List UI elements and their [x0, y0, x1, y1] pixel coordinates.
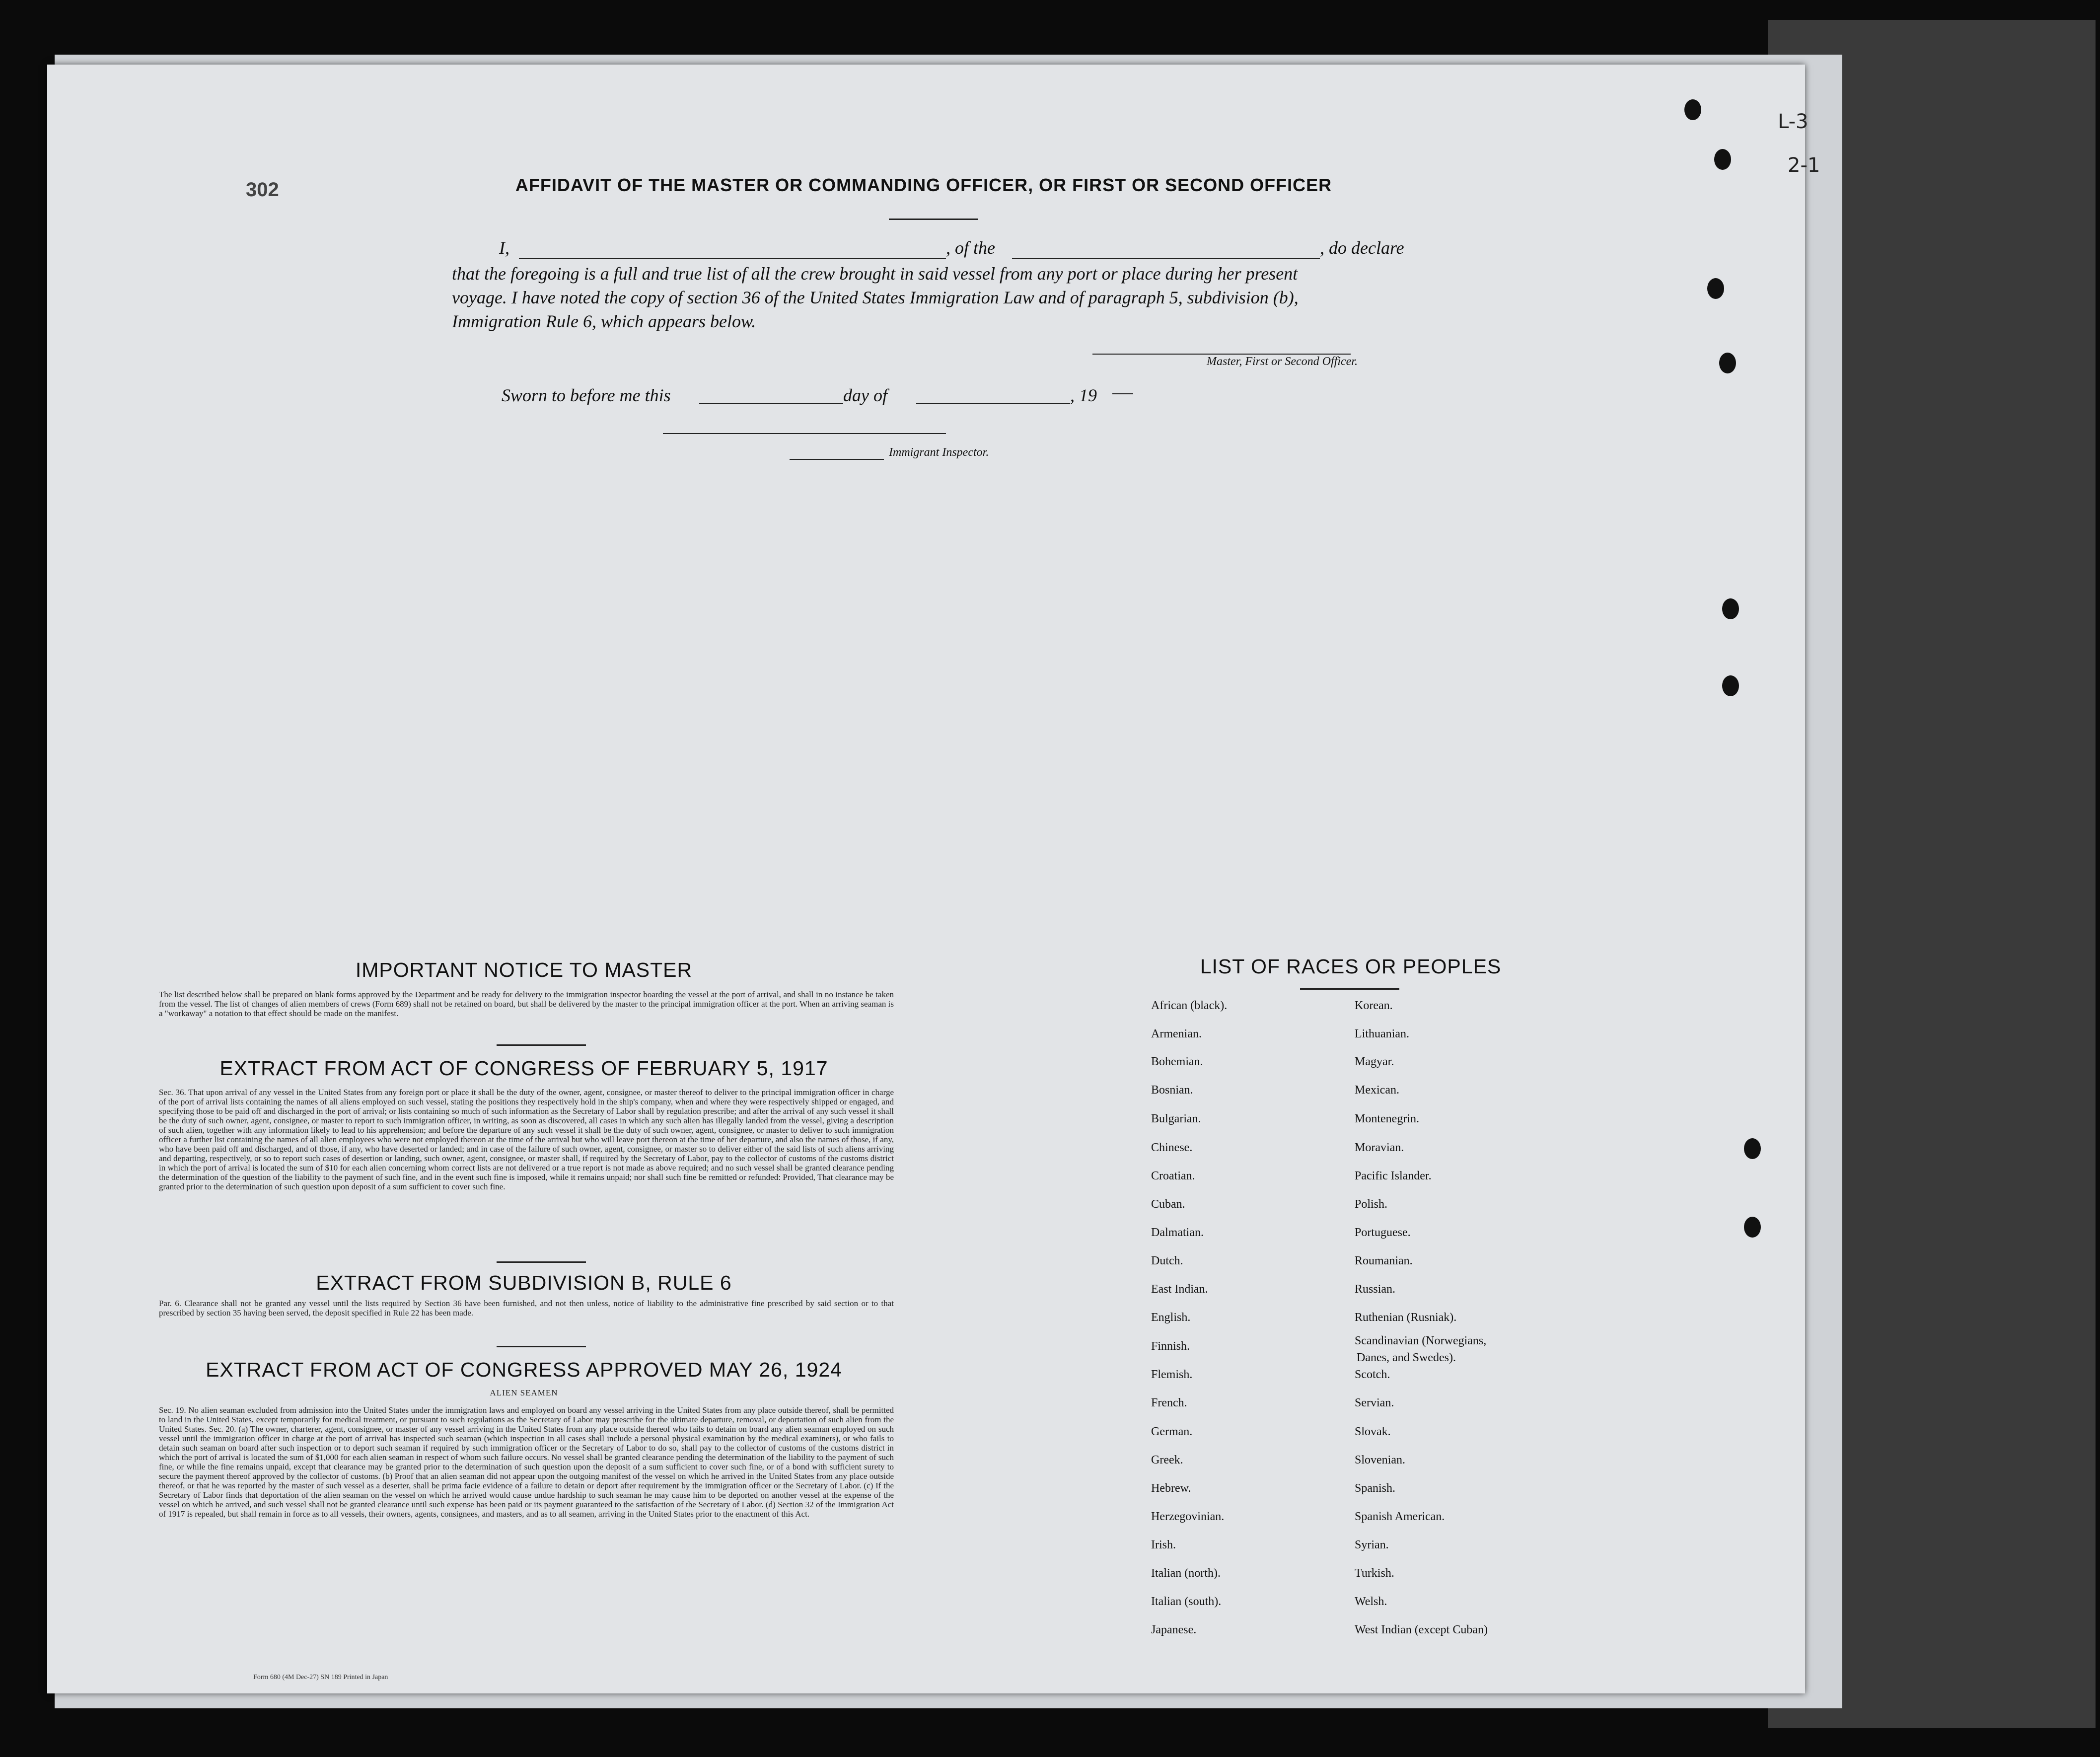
- race-item: Polish.: [1355, 1198, 1388, 1211]
- section-rule: [497, 1346, 586, 1347]
- race-item: Montenegrin.: [1355, 1112, 1419, 1125]
- race-item: Pacific Islander.: [1355, 1170, 1432, 1182]
- race-item: Greek.: [1151, 1454, 1183, 1466]
- handwritten-mark: 2-1: [1788, 154, 1820, 177]
- races-title: LIST OF RACES OR PEOPLES: [1200, 955, 1502, 978]
- race-item: Flemish.: [1151, 1368, 1193, 1381]
- race-item: Hebrew.: [1151, 1482, 1191, 1495]
- race-item: Bohemian.: [1151, 1055, 1203, 1068]
- punch-hole: [1722, 675, 1739, 696]
- affidavit-line3: voyage. I have noted the copy of section 36 of the United States Immigration Law and of paragraph 5, subdivision (b),: [452, 288, 1299, 307]
- sworn-text-mid: day of: [843, 385, 887, 405]
- punch-hole: [1744, 1217, 1761, 1238]
- race-item: East Indian.: [1151, 1283, 1208, 1296]
- race-item: Japanese.: [1151, 1623, 1197, 1636]
- vessel-blank: [1012, 258, 1320, 259]
- sworn-year-blank: [1112, 393, 1133, 394]
- race-item: Italian (north).: [1151, 1567, 1221, 1580]
- master-signature-line: [1092, 354, 1351, 355]
- stamp-number: 302: [246, 179, 279, 201]
- race-item: Scotch.: [1355, 1368, 1390, 1381]
- handwritten-mark: L-3: [1778, 110, 1809, 133]
- punch-hole: [1744, 1138, 1761, 1159]
- race-item: Dalmatian.: [1151, 1226, 1204, 1239]
- race-item: French.: [1151, 1396, 1187, 1409]
- section-rule: [497, 1044, 586, 1046]
- notice-title: IMPORTANT NOTICE TO MASTER: [355, 958, 693, 981]
- extract-1917-title: EXTRACT FROM ACT OF CONGRESS OF FEBRUARY 5, 1917: [219, 1057, 828, 1080]
- sworn-month-blank: [916, 403, 1070, 404]
- inspector-caption-rule: [790, 459, 884, 460]
- affidavit-title: AFFIDAVIT OF THE MASTER OR COMMANDING OFFICER, OR FIRST OR SECOND OFFICER: [515, 175, 1332, 195]
- race-item-continuation: Danes, and Swedes).: [1357, 1351, 1456, 1364]
- race-item: Syrian.: [1355, 1538, 1389, 1551]
- race-item: Slovenian.: [1355, 1454, 1405, 1466]
- sworn-text-start: Sworn to before me this: [502, 385, 671, 405]
- race-item: Armenian.: [1151, 1027, 1202, 1040]
- race-item: Russian.: [1355, 1283, 1396, 1296]
- race-item: African (black).: [1151, 999, 1228, 1012]
- race-item: Portuguese.: [1355, 1226, 1411, 1239]
- rule6-body: Par. 6. Clearance shall not be granted any vessel until the lists required by Section 36 have been furnished, and not then unless, notice of liability to the administrative fine prescribed by said section or to that prescribed by section 35 having been served, the deposit specified in Rule 22 has been made.: [159, 1299, 894, 1318]
- race-item: Ruthenian (Rusniak).: [1355, 1311, 1457, 1324]
- race-item: Irish.: [1151, 1538, 1176, 1551]
- race-item: Chinese.: [1151, 1141, 1193, 1154]
- section-rule: [497, 1261, 586, 1263]
- affidavit-line2: that the foregoing is a full and true list of all the crew brought in said vessel from any port or place during her present: [452, 264, 1298, 284]
- punch-hole: [1684, 99, 1701, 120]
- race-item: Bosnian.: [1151, 1084, 1193, 1097]
- race-item: West Indian (except Cuban): [1355, 1623, 1488, 1636]
- race-item: Bulgarian.: [1151, 1112, 1201, 1125]
- affidavit-line1-end: , do declare: [1320, 238, 1404, 258]
- title-rule: [889, 219, 978, 220]
- race-item: Roumanian.: [1355, 1254, 1413, 1267]
- race-item: Moravian.: [1355, 1141, 1404, 1154]
- race-item: Welsh.: [1355, 1595, 1387, 1608]
- race-item: Slovak.: [1355, 1425, 1391, 1438]
- race-item: Turkish.: [1355, 1567, 1394, 1580]
- master-signature-caption: Master, First or Second Officer.: [1207, 355, 1358, 368]
- punch-hole: [1714, 149, 1731, 170]
- rule6-title: EXTRACT FROM SUBDIVISION B, RULE 6: [316, 1271, 732, 1294]
- race-item: Lithuanian.: [1355, 1027, 1409, 1040]
- inspector-signature-line: [663, 433, 946, 434]
- race-item: Spanish American.: [1355, 1510, 1445, 1523]
- race-item: Korean.: [1355, 999, 1393, 1012]
- extract-1924-subtitle: ALIEN SEAMEN: [490, 1388, 558, 1397]
- affidavit-line1-start: I,: [499, 238, 509, 258]
- race-item: German.: [1151, 1425, 1193, 1438]
- races-rule: [1300, 988, 1399, 990]
- sworn-text-year: , 19: [1070, 385, 1097, 405]
- race-item: Italian (south).: [1151, 1595, 1222, 1608]
- affidavit-line4: Immigration Rule 6, which appears below.: [452, 311, 756, 331]
- race-item: Croatian.: [1151, 1170, 1195, 1182]
- extract-1924-title: EXTRACT FROM ACT OF CONGRESS APPROVED MAY 26, 1924: [206, 1358, 842, 1381]
- race-item: Finnish.: [1151, 1340, 1190, 1353]
- sworn-day-blank: [699, 403, 843, 404]
- form-footer: Form 680 (4M Dec-27) SN 189 Printed in Japan: [253, 1674, 388, 1681]
- race-item: Magyar.: [1355, 1055, 1394, 1068]
- race-item: Herzegovinian.: [1151, 1510, 1225, 1523]
- extract-1917-body: Sec. 36. That upon arrival of any vessel in the United States from any foreign port or place it shall be the duty of the owner, agent, consignee, or master thereof to deliver to the principal immigration officer in charge of the port of arrival lists containing the names of all aliens employed on such vessel, stating the positions they respectively hold in the ship's company, when and where they were respectively shipped or engaged, and specifying those to be paid off and discharged in the port of arrival; or lists containing so much of such information as the Secretary of Labor shall by regulation prescribe; and after the arrival of any such vessel it shall be the duty of such owner, agent, consignee, or master to report to such immigration officer, in writing, as soon as discovered, all cases in which any such alien has illegally landed from the vessel, giving a description of such alien, together with any information likely to lead to his apprehension; and before the departure of any such vessel it shall be the duty of such owner, agent, consignee, or master to deliver to such immigration officer a further list containing the names of all alien employees who were not employed thereon at the time of the arrival but who will leave port thereon at the time of her departure, and also the names of those, if any, who have been paid off and discharged, and of those, if any, who have deserted or landed; and in case of the failure of such owner, agent, consignee, or master so to deliver either of the said lists of such aliens arriving and departing, respectively, or so to report such cases of desertion or landing, such owner, agent, consignee, or master shall, if required by the Secretary of Labor, pay to the collector of customs of the customs district in which the port of arrival is located the sum of $10 for each alien concerning whom correct lists are not delivered or a true report is not made as above required; and no such vessel shall be granted clearance pending the determination of the question of the liability to the payment of such fine, and in the event such fine is imposed, while it remains unpaid; nor shall such fine be remitted or refunded: Provided, That clearance may be granted prior to the determination of such question upon deposit of a sum sufficient to cover such fine.: [159, 1088, 894, 1191]
- race-item: Dutch.: [1151, 1254, 1183, 1267]
- race-item: Servian.: [1355, 1396, 1394, 1409]
- notice-body: The list described below shall be prepared on blank forms approved by the Department and be ready for delivery to the immigration inspector boarding the vessel at the port of arrival, and shall in no instance be taken from the vessel. The list of changes of alien members of crews (Form 689) shall not be retained on board, but shall be delivered by the master to the principal immigration officer at the port. When an arriving seaman is a "workaway" a notation to that effect should be made on the manifest.: [159, 990, 894, 1018]
- punch-hole: [1707, 278, 1724, 299]
- race-item: Cuban.: [1151, 1198, 1185, 1211]
- race-item: Mexican.: [1355, 1084, 1399, 1097]
- punch-hole: [1722, 598, 1739, 619]
- extract-1924-body: Sec. 19. No alien seaman excluded from admission into the United States under the immigration laws and employed on board any vessel arriving in the United States from any place outside thereof, shall be permitted to land in the United States, except temporarily for medical treatment, or pursuant to such regulations as the Secretary of Labor may prescribe for the ultimate departure, removal, or deportation of such alien from the United States. Sec. 20. (a) The owner, charterer, agent, consignee, or master of any vessel arriving in the United States from any place outside thereof who fails to detain on board any alien seaman employed on such vessel until the immigration officer in charge at the port of arrival has inspected such seaman (which inspection in all cases shall include a personal physical examination by the medical examiners), or who fails to detain such seaman on board after such inspection or to deport such seaman if required by such immigration officer or the Secretary of Labor to do so, shall pay to the collector of customs of the customs district in which the port of arrival is located the sum of $1,000 for each alien seaman in respect of whom such failure occurs. No vessel shall be granted clearance pending the determination of the liability to the payment of such fine, or while the fine remains unpaid, except that clearance may be granted prior to the determination of such question upon the deposit of a sum sufficient to cover such fine, or of a bond with sufficient surety to secure the payment thereof approved by the collector of customs. (b) Proof that an alien seaman did not appear upon the outgoing manifest of the vessel on which he arrived in the United States from any place outside thereof, or that he was reported by the master of such vessel as a deserter, shall be prima facie evidence of a failure to detain or deport after requirement by the immigration officer or the Secretary of Labor. (c) If the Secretary of Labor finds that deportation of the alien seaman on the vessel on which he arrived would cause undue hardship to such seaman he may cause him to be deported on another vessel at the expense of the vessel on which he arrived, and such vessel shall not be granted clearance until such expense has been paid or its payment guaranteed to the satisfaction of the Secretary of Labor. (d) Section 32 of the Immigration Act of 1917 is repealed, but shall remain in force as to all vessels, their owners, agents, consignees, and masters, and as to all seamen, arriving in the United States prior to the enactment of this Act.: [159, 1405, 894, 1519]
- race-item: Spanish.: [1355, 1482, 1396, 1495]
- name-blank: [519, 258, 946, 259]
- punch-hole: [1719, 353, 1736, 373]
- race-item: English.: [1151, 1311, 1191, 1324]
- affidavit-line1-mid: , of the: [946, 238, 995, 258]
- inspector-signature-caption: Immigrant Inspector.: [889, 446, 989, 459]
- race-item: Scandinavian (Norwegians,: [1355, 1334, 1487, 1347]
